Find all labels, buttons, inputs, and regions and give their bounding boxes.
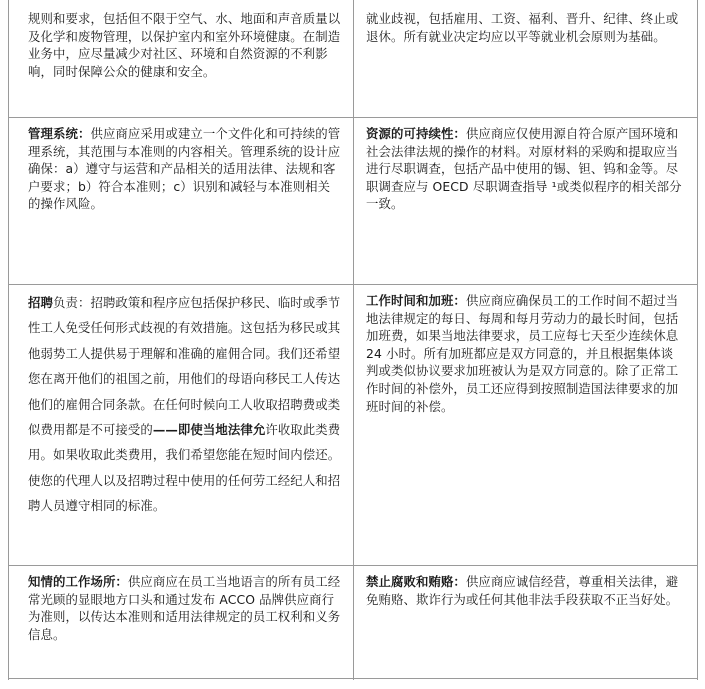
cell-management-system <box>28 125 342 213</box>
cell-informed-workplace <box>28 573 342 643</box>
cell-title: 禁止腐败和贿赂： <box>366 574 466 589</box>
cell-working-hours <box>366 292 684 415</box>
cell-environment-continued <box>28 10 342 80</box>
cell-body: 就业歧视，包括雇用、工资、福利、晋升、纪律、终止或退休。所有就业决定均应以平等就业机会原则为基础。 <box>366 11 679 44</box>
code-of-conduct-table <box>8 0 698 680</box>
cell-body: 供应商应采用或建立一个文件化和可持续的管理系统，其范围与本准则的内容相关。管理系统的设计应确保：a）遵守与运营和产品相关的适用法律、法规和客户要求；b）符合本准则；c）识别和减轻与本准则相关的操作风险。 <box>28 126 341 212</box>
cell-body: 规则和要求，包括但不限于空气、水、地面和声音质量以及化学和废物管理，以保护室内和室外环境健康。在制造业务中，应尽量减少对社区、环境和自然资源的不利影响，同时保障公众的健康和安全。 <box>28 11 341 79</box>
cell-employment-continued <box>366 10 684 45</box>
cell-title: 工作时间和加班： <box>366 293 466 308</box>
cell-title: 知情的工作场所： <box>28 574 128 589</box>
cell-recruitment <box>28 290 342 519</box>
cell-title: 招聘 <box>28 295 53 310</box>
cell-body: 供应商应确保员工的工作时间不超过当地法律规定的每日、每周和每月劳动力的最长时间，包括加班费，如果当地法律要求，员工应每七天至少连续休息 24 小时。所有加班都应是双方同意的，并且根据集体谈判或类似协议要求加班被认为是双方同意的。除了正常工作时间的补偿外，员工还应得到按照制造国法律要求的加班时间的补偿。 <box>366 293 679 414</box>
cell-body: 负责：招聘政策和程序应包括保护移民、临时或季节性工人免受任何形式歧视的有效措施。这包括为移民或其他弱势工人提供易于理解和准确的雇佣合同。我们还希望您在离开他们的祖国之前，用他们的母语向移民工人传达他们的雇佣合同条款。在任何时候向工人收取招聘费或类似费用都是不可接受的 <box>28 295 341 438</box>
cell-body: 供应商应诚信经营，尊重相关法律，避免贿赂、欺诈行为或任何其他非法手段获取不正当好处。 <box>366 574 679 607</box>
cell-title: 资源的可持续性： <box>366 126 466 141</box>
cell-anti-corruption <box>366 573 684 608</box>
cell-body: 许收取此类费用。如果收取此类费用，我们希望您能在短时间内偿还。使您的代理人以及招聘过程中使用的任何劳工经纪人和招聘人员遵守相同的标准。 <box>28 422 341 514</box>
cell-body: 供应商应在员工当地语言的所有员工经常光顾的显眼地方口头和通过发布 ACCO 品牌供应商行为准则，以传达本准则和适用法律规定的员工权利和义务信息。 <box>28 574 341 642</box>
cell-resource-sustainability <box>366 125 684 213</box>
table-right-border <box>697 0 698 680</box>
cell-body: 供应商应仅使用源自符合原产国环境和社会法律法规的操作的材料。对原材料的采购和提取应当进行尽职调查，包括产品中使用的锡、钽、钨和金等。尽职调查应与 OECD 尽职调查指导 ¹或类似程序的相关部分一致。 <box>366 126 682 212</box>
column-divider <box>353 0 354 680</box>
cell-title: 管理系统： <box>28 126 91 141</box>
table-left-border <box>8 0 9 680</box>
cell-emphasis: ——即使当地法律允 <box>152 422 266 438</box>
